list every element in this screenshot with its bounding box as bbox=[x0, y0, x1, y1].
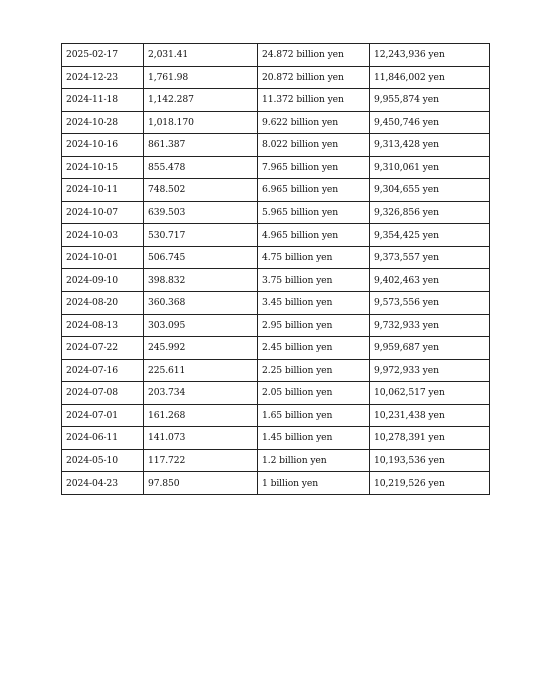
price-cell: 9,573,556 yen bbox=[370, 292, 490, 315]
price-cell: 9,310,061 yen bbox=[370, 156, 490, 179]
value-cell: 861.387 bbox=[144, 134, 258, 157]
date-cell: 2024-08-20 bbox=[62, 292, 144, 315]
date-cell: 2024-06-11 bbox=[62, 427, 144, 450]
table-row bbox=[62, 44, 490, 67]
value-cell: 748.502 bbox=[144, 179, 258, 202]
amount-cell: 9.622 billion yen bbox=[258, 111, 370, 134]
amount-cell: 8.022 billion yen bbox=[258, 134, 370, 157]
date-cell: 2024-10-01 bbox=[62, 246, 144, 269]
price-cell: 9,326,856 yen bbox=[370, 201, 490, 224]
table-row bbox=[62, 314, 490, 337]
table-row bbox=[62, 134, 490, 157]
date-cell: 2024-07-22 bbox=[62, 337, 144, 360]
amount-cell: 1 billion yen bbox=[258, 472, 370, 495]
price-cell: 9,354,425 yen bbox=[370, 224, 490, 247]
amount-cell: 1.65 billion yen bbox=[258, 404, 370, 427]
value-cell: 639.503 bbox=[144, 201, 258, 224]
value-cell: 117.722 bbox=[144, 449, 258, 472]
value-cell: 161.268 bbox=[144, 404, 258, 427]
amount-cell: 24.872 billion yen bbox=[258, 44, 370, 67]
price-cell: 10,231,438 yen bbox=[370, 404, 490, 427]
price-cell: 10,062,517 yen bbox=[370, 382, 490, 405]
price-cell: 9,304,655 yen bbox=[370, 179, 490, 202]
table-row bbox=[62, 201, 490, 224]
price-cell: 11,846,002 yen bbox=[370, 66, 490, 89]
price-cell: 9,972,933 yen bbox=[370, 359, 490, 382]
value-cell: 141.073 bbox=[144, 427, 258, 450]
table-row bbox=[62, 359, 490, 382]
price-cell: 9,450,746 yen bbox=[370, 111, 490, 134]
value-cell: 203.734 bbox=[144, 382, 258, 405]
price-cell: 12,243,936 yen bbox=[370, 44, 490, 67]
value-cell: 2,031.41 bbox=[144, 44, 258, 67]
date-cell: 2024-10-28 bbox=[62, 111, 144, 134]
date-cell: 2024-09-10 bbox=[62, 269, 144, 292]
value-cell: 360.368 bbox=[144, 292, 258, 315]
table-row bbox=[62, 449, 490, 472]
table-row bbox=[62, 89, 490, 112]
table-body bbox=[62, 44, 490, 495]
amount-cell: 5.965 billion yen bbox=[258, 201, 370, 224]
table-row bbox=[62, 382, 490, 405]
table-row bbox=[62, 156, 490, 179]
amount-cell: 3.45 billion yen bbox=[258, 292, 370, 315]
amount-cell: 1.2 billion yen bbox=[258, 449, 370, 472]
table-row bbox=[62, 292, 490, 315]
price-cell: 9,373,557 yen bbox=[370, 246, 490, 269]
value-cell: 506.745 bbox=[144, 246, 258, 269]
price-cell: 9,959,687 yen bbox=[370, 337, 490, 360]
value-cell: 245.992 bbox=[144, 337, 258, 360]
value-cell: 303.095 bbox=[144, 314, 258, 337]
value-cell: 1,018.170 bbox=[144, 111, 258, 134]
date-cell: 2024-10-16 bbox=[62, 134, 144, 157]
date-cell: 2025-02-17 bbox=[62, 44, 144, 67]
amount-cell: 6.965 billion yen bbox=[258, 179, 370, 202]
date-cell: 2024-07-01 bbox=[62, 404, 144, 427]
table-row bbox=[62, 404, 490, 427]
date-cell: 2024-04-23 bbox=[62, 472, 144, 495]
price-cell: 10,193,536 yen bbox=[370, 449, 490, 472]
amount-cell: 4.965 billion yen bbox=[258, 224, 370, 247]
table-row bbox=[62, 337, 490, 360]
amount-cell: 2.95 billion yen bbox=[258, 314, 370, 337]
price-cell: 9,732,933 yen bbox=[370, 314, 490, 337]
date-cell: 2024-07-08 bbox=[62, 382, 144, 405]
price-cell: 9,402,463 yen bbox=[370, 269, 490, 292]
amount-cell: 3.75 billion yen bbox=[258, 269, 370, 292]
price-cell: 10,278,391 yen bbox=[370, 427, 490, 450]
price-cell: 10,219,526 yen bbox=[370, 472, 490, 495]
date-cell: 2024-11-18 bbox=[62, 89, 144, 112]
value-cell: 97.850 bbox=[144, 472, 258, 495]
amount-cell: 2.45 billion yen bbox=[258, 337, 370, 360]
data-table bbox=[61, 43, 490, 495]
amount-cell: 20.872 billion yen bbox=[258, 66, 370, 89]
date-cell: 2024-07-16 bbox=[62, 359, 144, 382]
amount-cell: 7.965 billion yen bbox=[258, 156, 370, 179]
amount-cell: 2.25 billion yen bbox=[258, 359, 370, 382]
date-cell: 2024-05-10 bbox=[62, 449, 144, 472]
value-cell: 398.832 bbox=[144, 269, 258, 292]
date-cell: 2024-10-03 bbox=[62, 224, 144, 247]
date-cell: 2024-10-11 bbox=[62, 179, 144, 202]
table-row bbox=[62, 111, 490, 134]
value-cell: 530.717 bbox=[144, 224, 258, 247]
amount-cell: 2.05 billion yen bbox=[258, 382, 370, 405]
table-row bbox=[62, 179, 490, 202]
date-cell: 2024-10-07 bbox=[62, 201, 144, 224]
amount-cell: 4.75 billion yen bbox=[258, 246, 370, 269]
table-row bbox=[62, 427, 490, 450]
price-cell: 9,313,428 yen bbox=[370, 134, 490, 157]
value-cell: 1,761.98 bbox=[144, 66, 258, 89]
table-row bbox=[62, 269, 490, 292]
date-cell: 2024-12-23 bbox=[62, 66, 144, 89]
table-row bbox=[62, 472, 490, 495]
date-cell: 2024-10-15 bbox=[62, 156, 144, 179]
price-cell: 9,955,874 yen bbox=[370, 89, 490, 112]
value-cell: 1,142.287 bbox=[144, 89, 258, 112]
table-row bbox=[62, 66, 490, 89]
value-cell: 855.478 bbox=[144, 156, 258, 179]
table-row bbox=[62, 246, 490, 269]
table-row bbox=[62, 224, 490, 247]
value-cell: 225.611 bbox=[144, 359, 258, 382]
date-cell: 2024-08-13 bbox=[62, 314, 144, 337]
amount-cell: 1.45 billion yen bbox=[258, 427, 370, 450]
amount-cell: 11.372 billion yen bbox=[258, 89, 370, 112]
